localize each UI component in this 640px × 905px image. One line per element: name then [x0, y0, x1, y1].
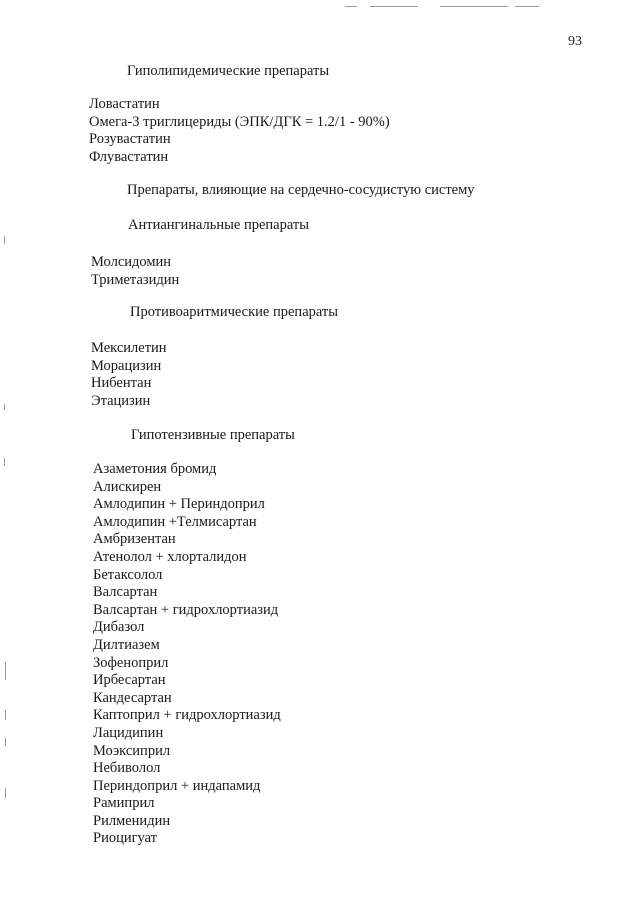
scan-artifact-top — [370, 6, 418, 7]
scan-artifact-top — [345, 6, 357, 7]
list-item: Алискирен — [93, 478, 162, 495]
list-item: Дилтиазем — [93, 636, 160, 653]
list-item: Нибентан — [91, 375, 152, 392]
drug-list — [91, 254, 179, 289]
scan-artifact-left — [5, 738, 6, 746]
list-item: Амлодипин +Телмисартан — [93, 513, 257, 530]
list-item: Морацизин — [91, 357, 162, 374]
scan-artifact-left — [5, 662, 6, 680]
scan-artifact-left — [5, 788, 6, 798]
scan-artifact-left — [4, 236, 5, 244]
drug-list — [89, 96, 390, 166]
list-item: Каптоприл + гидрохлортиазид — [93, 707, 281, 724]
list-item: Атенолол + хлорталидон — [93, 548, 247, 565]
section-heading: Противоаритмические препараты — [130, 304, 339, 320]
scan-artifact-left — [5, 710, 6, 720]
scan-artifact-top — [515, 6, 539, 7]
list-item: Амлодипин + Периндоприл — [93, 496, 265, 513]
page-number: 93 — [568, 34, 582, 49]
list-item: Омега-3 триглицериды (ЭПК/ДГК = 1.2/1 - 90%) — [89, 113, 390, 130]
scan-artifact-top — [440, 6, 508, 7]
list-item: Небиволол — [93, 760, 161, 777]
list-item: Ирбесартан — [93, 672, 166, 689]
scan-artifact-left — [4, 404, 5, 410]
list-item: Азаметония бромид — [93, 461, 217, 477]
list-item: Этацизин — [91, 392, 151, 409]
scan-artifact-left — [4, 458, 5, 466]
section-heading: Антиангинальные препараты — [128, 217, 309, 233]
list-item: Моэксиприл — [93, 742, 171, 759]
list-item: Амбризентан — [93, 531, 176, 548]
list-item: Валсартан — [93, 584, 158, 601]
list-item: Рилменидин — [93, 812, 171, 829]
list-item: Мексилетин — [91, 340, 167, 356]
section-heading: Гиполипидемические препараты — [127, 63, 330, 79]
drug-list — [91, 340, 167, 410]
list-item: Флувастатин — [89, 148, 169, 165]
list-item: Триметазидин — [91, 271, 180, 288]
list-item: Кандесартан — [93, 689, 172, 706]
list-item: Валсартан + гидрохлортиазид — [93, 601, 279, 618]
section-heading: Гипотензивные препараты — [131, 427, 295, 443]
list-item: Периндоприл + индапамид — [93, 777, 261, 794]
list-item: Розувастатин — [89, 131, 171, 148]
list-item: Рамиприл — [93, 795, 155, 812]
list-item: Лацидипин — [93, 724, 164, 741]
list-item: Зофеноприл — [93, 654, 169, 671]
section-heading: Препараты, влияющие на сердечно-сосудистую систему — [127, 182, 475, 198]
list-item: Бетаксолол — [93, 566, 163, 583]
drug-list — [93, 461, 281, 848]
list-item: Молсидомин — [91, 254, 172, 270]
list-item: Ловастатин — [89, 96, 160, 112]
list-item: Риоцигуат — [93, 830, 157, 847]
list-item: Дибазол — [93, 619, 145, 636]
